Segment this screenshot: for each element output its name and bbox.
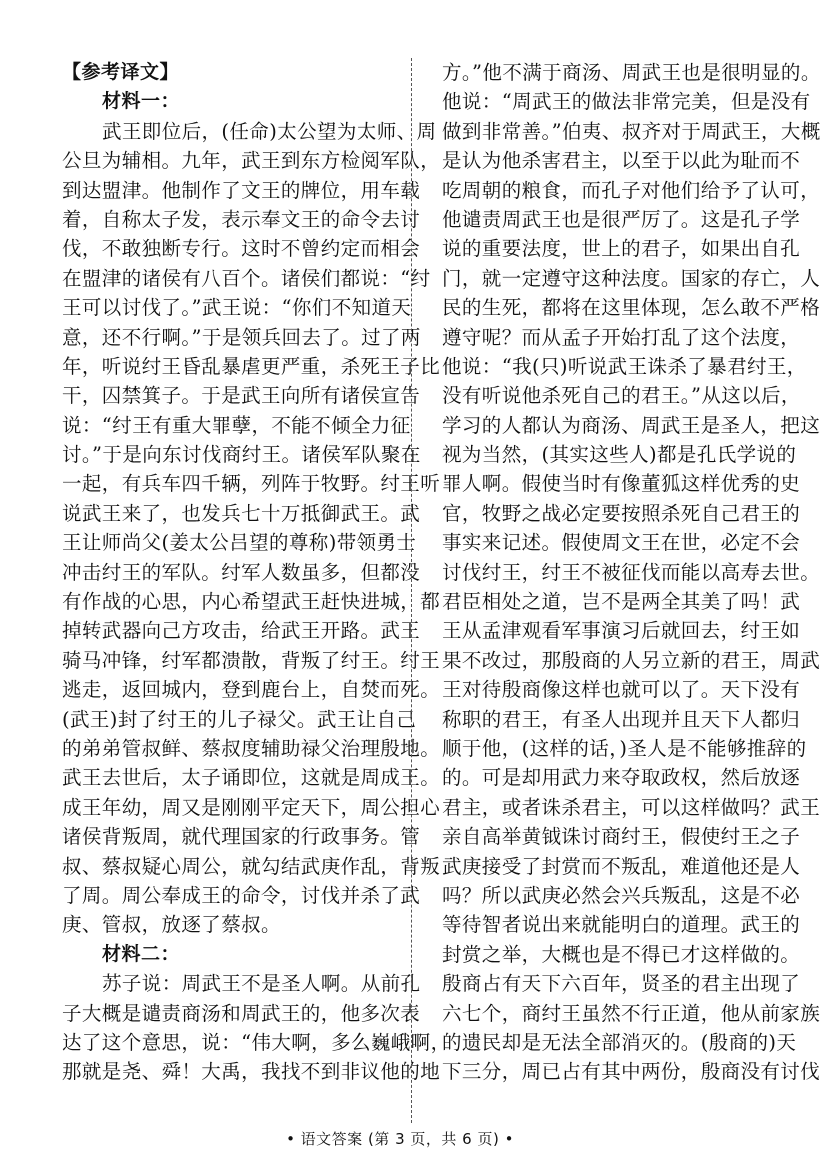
- text-line: 的遗民却是无法全部消灭的。(殷商的)天: [442, 1030, 797, 1054]
- text-line: 他谴责周武王也是很严厉了。这是孔子学: [442, 207, 801, 231]
- text-line: 他说：“周武王的做法非常完美，但是没有: [442, 90, 811, 114]
- text-line: 亲自高举黄钺诛讨商纣王，假使纣王之子: [442, 825, 801, 849]
- text-line: 学习的人都认为商汤、周武王是圣人，把这: [442, 413, 821, 437]
- material-two-text: [62, 969, 451, 1087]
- text-line: 有作战的心思，内心希望武王赶快进城，都: [62, 590, 441, 614]
- text-line: 武王去世后，太子诵即位，这就是周成王。: [62, 766, 441, 790]
- text-line: 一起，有兵车四千辆，列阵于牧野。纣王听: [62, 472, 441, 496]
- text-line: 六七个，商纣王虽然不行正道，他从前家族: [442, 1001, 821, 1025]
- text-line: 苏子说：周武王不是圣人啊。从前孔: [102, 972, 421, 996]
- text-line: 事实来记述。假使周文王在世，必定不会: [442, 531, 801, 555]
- text-line: 成王年幼，周又是刚刚平定天下，周公担心: [62, 795, 441, 819]
- text-line: 遵守呢？而从孟子开始打乱了这个法度，: [442, 325, 801, 349]
- text-line: 说武王来了，也发兵七十万抵御武王。武: [62, 501, 421, 525]
- text-line: 方。”他不满于商汤、周武王也是很明显的。: [442, 61, 821, 84]
- text-line: 视为当然，(其实这些人)都是孔氏学说的: [442, 443, 797, 467]
- text-line: 王让师尚父(姜太公吕望的尊称)带领勇士: [62, 531, 417, 555]
- text-line: 果不改过，那殷商的人另立新的君王，周武: [442, 648, 821, 672]
- text-line: 年，听说纣王昏乱暴虐更严重，杀死王子比: [62, 354, 441, 378]
- text-line: 王对待殷商像这样也就可以了。天下没有: [442, 678, 801, 702]
- text-line: 说：“纣王有重大罪孽，不能不倾全力征: [62, 413, 411, 437]
- text-line: 诸侯背叛周，就代理国家的行政事务。管: [62, 825, 421, 849]
- text-line: 的。可是却用武力来夺取政权，然后放逐: [442, 766, 801, 790]
- text-line: 吗？所以武庚必然会兴兵叛乱，这是不必: [442, 883, 801, 907]
- text-line: 称职的君王，有圣人出现并且天下人都归: [442, 707, 801, 731]
- material-one-text: [62, 117, 441, 940]
- left-column: [62, 58, 451, 1087]
- text-line: 到达盟津。他制作了文王的牌位，用车载: [62, 178, 421, 202]
- text-line: 君主，或者诛杀君主，可以这样做吗？武王: [442, 795, 821, 819]
- text-line: 了周。周公奉成王的命令，讨伐并杀了武: [62, 883, 421, 907]
- text-line: 那就是尧、舜！大禹，我找不到非议他的地: [62, 1060, 441, 1084]
- text-line: 讨伐纣王，纣王不被征伐而能以高寿去世。: [442, 560, 821, 584]
- text-line: 冲击纣王的军队。纣军人数虽多，但都没: [62, 560, 421, 584]
- text-line: 王可以讨伐了。”武王说：“你们不知道天: [62, 296, 412, 320]
- text-line: 官，牧野之战必定要按照杀死自己君王的: [442, 501, 801, 525]
- text-line: 是认为他杀害君主，以至于以此为耻而不: [442, 149, 801, 173]
- text-line: 讨。”于是向东讨伐商纣王。诸侯军队聚在: [62, 443, 421, 467]
- text-line: 庚、管叔，放逐了蔡叔。: [62, 913, 281, 937]
- text-line: 掉转武器向己方攻击，给武王开路。武王: [62, 619, 421, 643]
- text-line: 罪人啊。假使当时有像董狐这样优秀的史: [442, 472, 801, 496]
- page-footer: • 语文答案 (第 3 页，共 6 页) •: [286, 1130, 514, 1148]
- text-line: 门，就一定遵守这种法度。国家的存亡，人: [442, 266, 821, 290]
- text-line: 公旦为辅相。九年，武王到东方检阅军队，: [62, 149, 441, 173]
- text-line: 子大概是谴责商汤和周武王的，他多次表: [62, 1001, 421, 1025]
- text-line: 骑马冲锋，纣军都溃散，背叛了纣王。纣王: [62, 648, 441, 672]
- text-line: 封赏之举，大概也是不得已才这样做的。: [442, 942, 801, 966]
- material-one-heading: 材料一：: [102, 90, 181, 113]
- text-line: 没有听说他杀死自己的君王。”从这以后，: [442, 384, 801, 408]
- text-line: (武王)封了纣王的儿子禄父。武王让自己: [62, 707, 417, 731]
- text-line: 吃周朝的粮食，而孔子对他们给予了认可，: [442, 178, 821, 202]
- text-line: 等待智者说出来就能明白的道理。武王的: [442, 913, 801, 937]
- text-line: 伐，不敢独断专行。这时不曾约定而相会: [62, 237, 421, 261]
- text-line: 干，囚禁箕子。于是武王向所有诸侯宣告: [62, 384, 421, 408]
- material-two-heading: 材料二：: [102, 942, 181, 965]
- text-line: 武王即位后，(任命)太公望为太师、周: [102, 119, 437, 143]
- text-line: 殷商占有天下六百年，贤圣的君主出现了: [442, 972, 801, 996]
- right-column: [442, 58, 821, 1087]
- text-line: 达了这个意思，说：“伟大啊，多么巍峨啊，: [62, 1030, 451, 1054]
- text-line: 武庚接受了封赏而不叛乱，难道他还是人: [442, 854, 801, 878]
- text-line: 意，还不行啊。”于是领兵回去了。过了两: [62, 325, 421, 349]
- text-line: 着，自称太子发，表示奉文王的命令去讨: [62, 207, 421, 231]
- text-line: 在盟津的诸侯有八百个。诸侯们都说：“纣: [62, 266, 431, 290]
- text-line: 说的重要法度，世上的君子，如果出自孔: [442, 237, 801, 261]
- text-line: 做到非常善。”伯夷、叔齐对于周武王，大概: [442, 119, 821, 143]
- text-line: 顺于他，(这样的话，)圣人是不能够推辞的: [442, 736, 807, 760]
- text-line: 逃走，返回城内，登到鹿台上，自焚而死。: [62, 678, 441, 702]
- text-line: 叔、蔡叔疑心周公，就勾结武庚作乱，背叛: [62, 854, 441, 878]
- text-line: 民的生死，都将在这里体现，怎么敢不严格: [442, 296, 821, 320]
- section-title: 【参考译文】: [62, 61, 180, 83]
- text-line: 君臣相处之道，岂不是两全其美了吗！武: [442, 590, 801, 614]
- text-line: 的弟弟管叔鲜、蔡叔度辅助禄父治理殷地。: [62, 736, 441, 760]
- text-line: 他说：“我(只)听说武王诛杀了暴君纣王，: [442, 354, 807, 378]
- text-line: 王从孟津观看军事演习后就回去，纣王如: [442, 619, 801, 643]
- column-divider: [411, 58, 412, 1123]
- text-line: 下三分，周已占有其中两份，殷商没有讨伐: [442, 1060, 821, 1084]
